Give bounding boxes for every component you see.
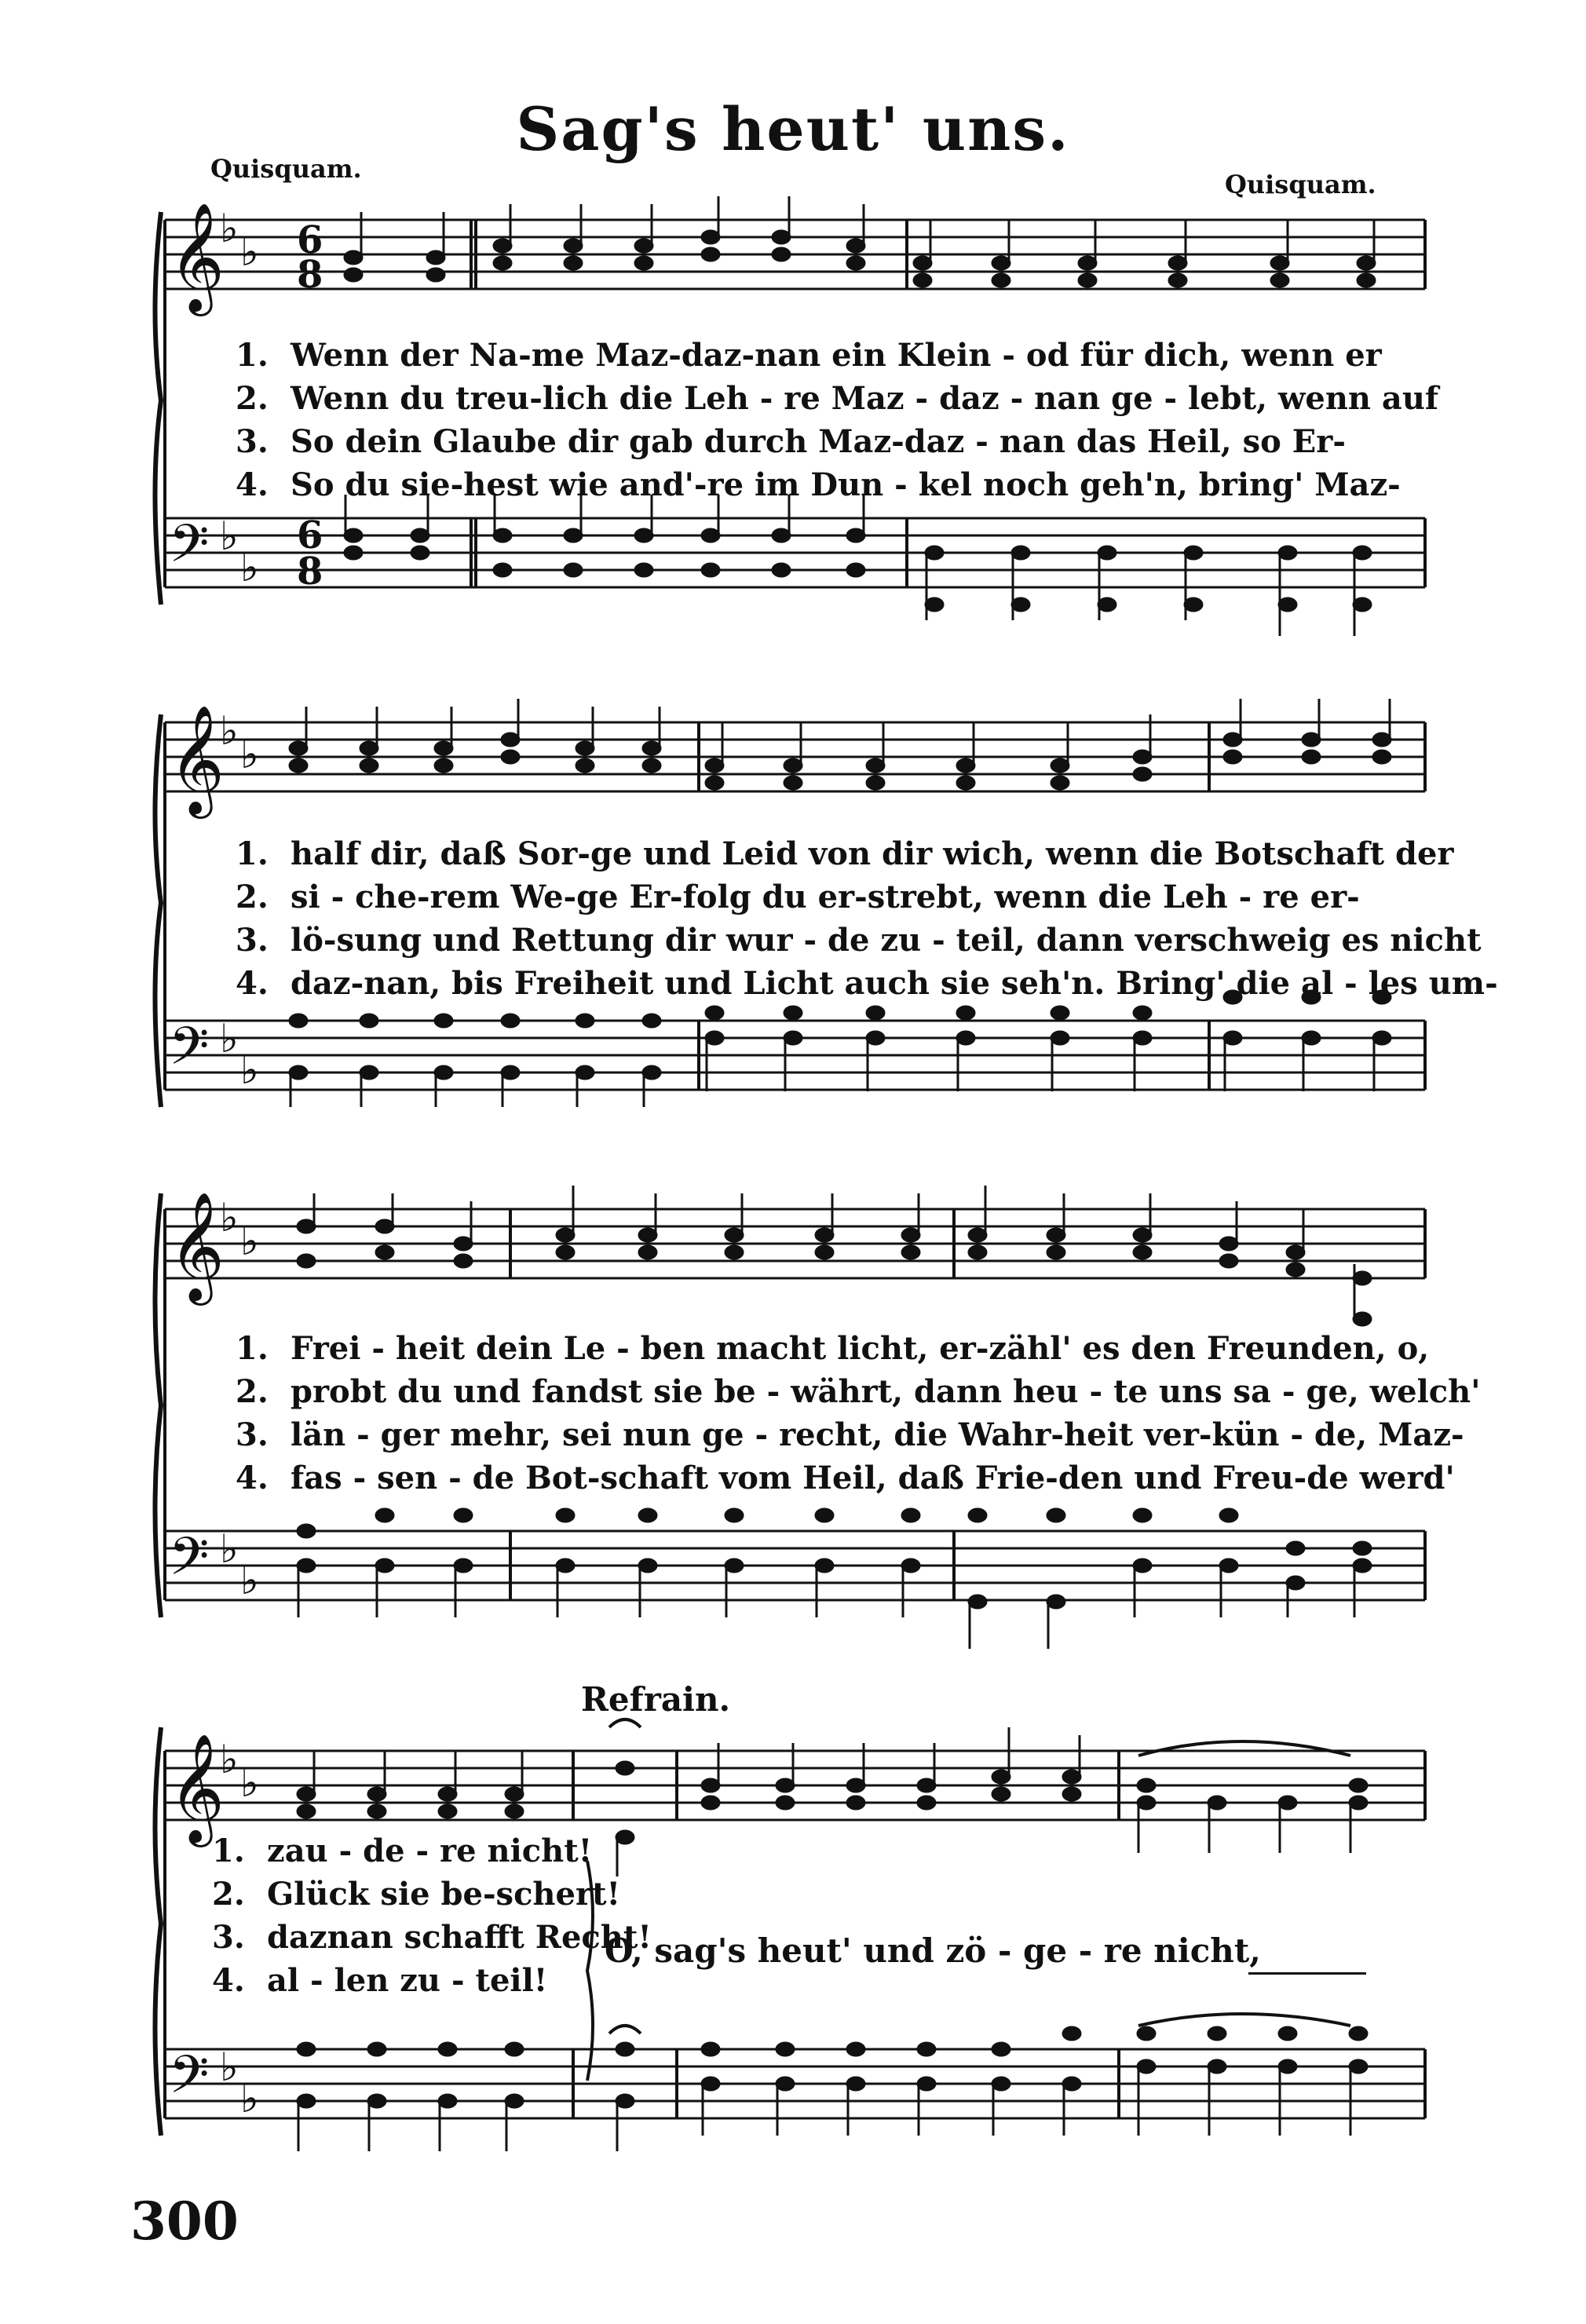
lyric-line: 3. So dein Glaube dir gab durch Maz-daz - nan das Heil, so Er- bbox=[236, 423, 1346, 460]
svg-text:♭: ♭ bbox=[220, 2044, 239, 2090]
music-system-3 bbox=[0, 1178, 1586, 1664]
verse-lyrics-4 bbox=[212, 1829, 652, 2002]
svg-text:♭: ♭ bbox=[220, 1195, 239, 1241]
verse-lyrics-3 bbox=[236, 1327, 1481, 1500]
lyric-line: 2. probt du und fandst sie be - währt, dann heu - te uns sa - ge, welch' bbox=[236, 1373, 1481, 1410]
svg-text:♭: ♭ bbox=[220, 206, 239, 251]
svg-text:♭: ♭ bbox=[240, 1047, 259, 1093]
lyric-line: 3. lö-sung und Rettung dir wur - de zu - teil, dann verschweig es nicht bbox=[236, 922, 1482, 959]
refrain-label: Refrain. bbox=[581, 1680, 731, 1719]
lyric-line: 2. si - che-rem We-ge Er-folg du er-strebt, wenn die Leh - re er- bbox=[236, 879, 1360, 915]
lyric-line: 2. Wenn du treu-lich die Leh - re Maz - daz - nan ge - lebt, wenn auf bbox=[236, 380, 1439, 417]
treble-clef-icon: 𝄞 bbox=[169, 705, 225, 814]
page-title: Sag's heut' uns. bbox=[516, 94, 1070, 164]
verse-lyrics-2 bbox=[236, 832, 1498, 1005]
svg-text:♭: ♭ bbox=[240, 1760, 259, 1806]
lyric-line: 3. daznan schafft Recht! bbox=[212, 1919, 652, 1956]
bass-clef-icon: 𝄢 bbox=[169, 2044, 210, 2118]
svg-text:♭: ♭ bbox=[220, 1737, 239, 1782]
lyric-line: 1. Wenn der Na-me Maz-daz-nan ein Klein - od für dich, wenn er bbox=[236, 337, 1382, 374]
music-system-2 bbox=[0, 699, 1586, 1138]
brace bbox=[155, 212, 162, 605]
verse-lyrics-1 bbox=[236, 334, 1460, 506]
svg-text:8: 8 bbox=[297, 550, 323, 594]
lyric-line: 4. So du sie-hest wie and'-re im Dun - kel noch geh'n, bring' Maz- bbox=[236, 466, 1401, 503]
music-system-1 bbox=[0, 196, 1586, 636]
svg-text:6: 6 bbox=[297, 513, 323, 557]
composer-right: Quisquam. bbox=[1225, 170, 1376, 199]
bass-clef-icon: 𝄢 bbox=[169, 1526, 210, 1599]
lyric-line: 1. Frei - heit dein Le - ben macht licht, er-zähl' es den Freunden, o, bbox=[236, 1330, 1430, 1367]
svg-text:♭: ♭ bbox=[240, 545, 259, 590]
lyric-extender-line bbox=[1248, 1972, 1366, 1975]
bass-clef-icon: 𝄢 bbox=[169, 513, 210, 586]
lyric-line: 1. half dir, daß Sor-ge und Leid von dir wich, wenn die Botschaft der bbox=[236, 835, 1454, 872]
lyric-line: 4. al - len zu - teil! bbox=[212, 1962, 548, 1999]
time-signature-bottom: 8 bbox=[297, 253, 323, 297]
svg-text:♭: ♭ bbox=[220, 708, 239, 754]
svg-text:♭: ♭ bbox=[240, 1219, 259, 1264]
bass-clef-icon: 𝄢 bbox=[169, 1016, 210, 1089]
time-signature-top: 6 bbox=[297, 218, 323, 262]
tie-curve bbox=[1138, 1741, 1350, 2026]
treble-clef-icon: 𝄞 bbox=[169, 203, 225, 312]
lyric-line: 1. zau - de - re nicht! bbox=[212, 1833, 593, 1869]
svg-text:♭: ♭ bbox=[220, 1016, 239, 1062]
svg-text:♭: ♭ bbox=[240, 229, 259, 275]
treble-clef-icon: 𝄞 bbox=[169, 1734, 225, 1843]
svg-text:♭: ♭ bbox=[240, 1558, 259, 1603]
refrain-lyrics: O, sag's heut' und zö - ge - re nicht, bbox=[605, 1931, 1261, 1970]
lyric-line: 3. län - ger mehr, sei nun ge - recht, die Wahr-heit ver-kün - de, Maz- bbox=[236, 1416, 1464, 1453]
svg-text:♭: ♭ bbox=[240, 2076, 259, 2121]
svg-text:♭: ♭ bbox=[240, 732, 259, 777]
page-number: 300 bbox=[130, 2191, 239, 2252]
lyric-line: 4. daz-nan, bis Freiheit und Licht auch sie seh'n. Bring' die al - les um- bbox=[236, 965, 1498, 1002]
composer-left: Quisquam. bbox=[210, 154, 362, 184]
treble-clef-icon: 𝄞 bbox=[169, 1192, 225, 1301]
lyric-line: 4. fas - sen - de Bot-schaft vom Heil, daß Frie-den und Freu-de werd' bbox=[236, 1460, 1455, 1496]
svg-text:♭: ♭ bbox=[220, 513, 239, 559]
svg-text:♭: ♭ bbox=[220, 1526, 239, 1572]
lyric-line: 2. Glück sie be-schert! bbox=[212, 1876, 621, 1913]
